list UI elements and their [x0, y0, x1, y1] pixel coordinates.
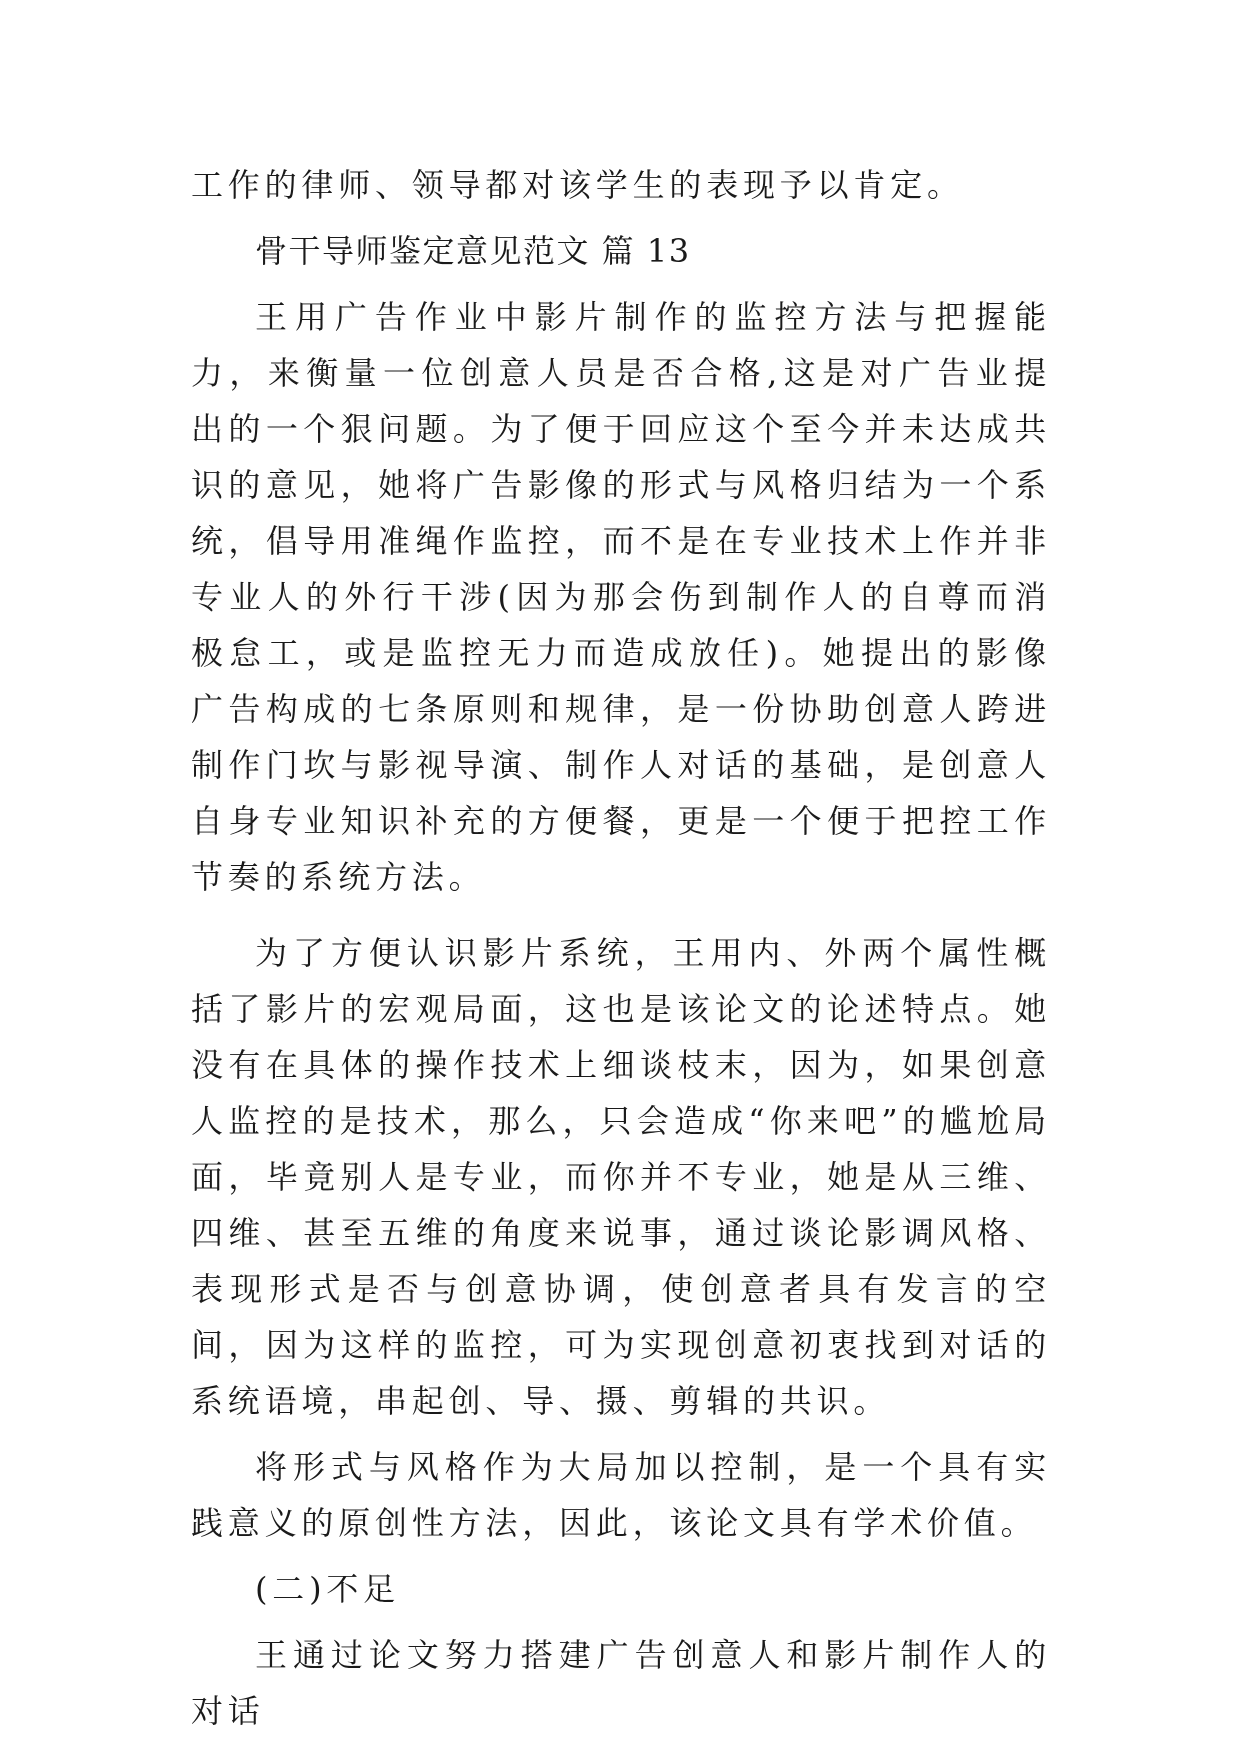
paragraph-1: 王用广告作业中影片制作的监控方法与把握能力，来衡量一位创意人员是否合格,这是对广告业提出的一个狠问题。为了便于回应这个至今并未达成共识的意见，她将广告影像的形式与风格归结为一个系统，倡导用准绳作监控，而不是在专业技术上作并非专业人的外行干涉(因为那会伤到制作人的自尊而消极怠工，或是监控无力而造成放任)。她提出的影像广告构成的七条原则和规律，是一份协助创意人跨进制作门坎与影视导演、制作人对话的基础，是创意人自身专业知识补充的方便餐，更是一个便于把控工作节奏的系统方法。 [191, 298, 1051, 896]
section-title: 骨干导师鉴定意见范文 篇 13 [255, 232, 691, 270]
paragraph-2: 为了方便认识影片系统，王用内、外两个属性概括了影片的宏观局面，这也是该论文的论述特点。她没有在具体的操作技术上细谈枝末，因为，如果创意人监控的是技术，那么，只会造成“你来吧”的尴尬局面，毕竟别人是专业，而你并不专业，她是从三维、四维、甚至五维的角度来说事，通过谈论影调风格、表现形式是否与创意协调，使创意者具有发言的空间，因为这样的监控，可为实现创意初衷找到对话的系统语境，串起创、导、摄、剪辑的共识。 [191, 934, 1051, 1420]
document-body [191, 157, 1051, 1739]
subheading: (二)不足 [255, 1570, 400, 1608]
continuation-line: 工作的律师、领导都对该学生的表现予以肯定。 [191, 166, 964, 204]
paragraph-4: 王通过论文努力搭建广告创意人和影片制作人的对话 [191, 1636, 1051, 1730]
paragraph-3: 将形式与风格作为大局加以控制，是一个具有实践意义的原创性方法，因此，该论文具有学术价值。 [191, 1448, 1051, 1542]
